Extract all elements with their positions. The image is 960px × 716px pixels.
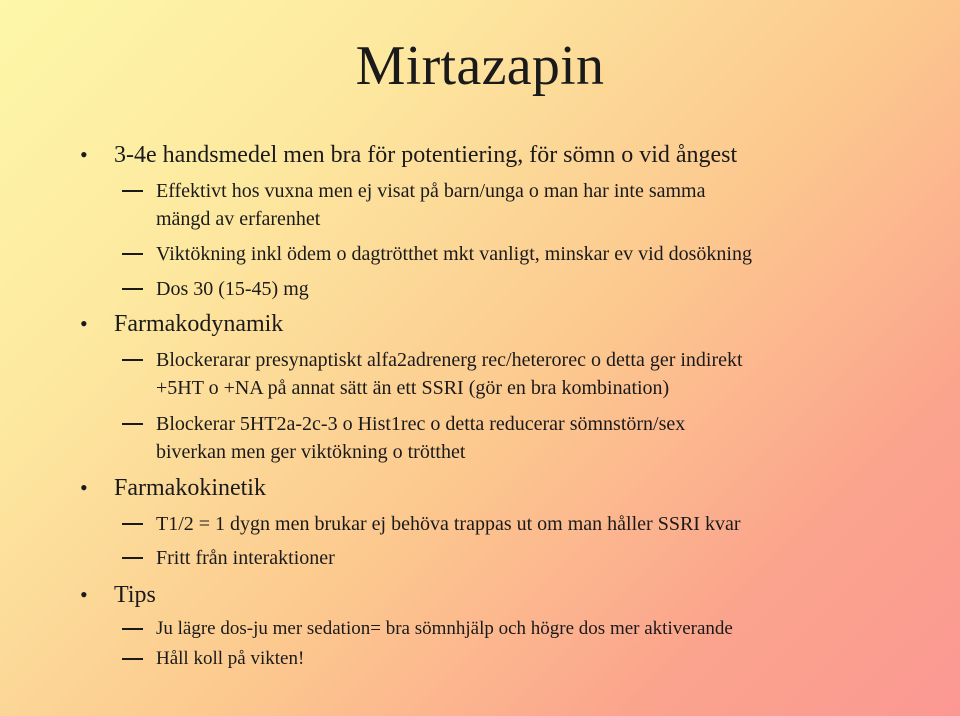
bullet-text: Tips bbox=[114, 582, 156, 608]
dash-icon bbox=[122, 253, 143, 255]
dash-icon bbox=[122, 523, 143, 525]
bullet-text: Farmakokinetik bbox=[114, 475, 266, 501]
sub-item-text: Blockerar 5HT2a-2c-3 o Hist1rec o detta reducerar sömnstörn/sex bbox=[156, 413, 686, 435]
sub-item-text: biverkan men ger viktökning o trötthet bbox=[156, 441, 466, 463]
dash-icon bbox=[122, 658, 143, 660]
dash-icon bbox=[122, 359, 143, 361]
sub-item-text: T1/2 = 1 dygn men brukar ej behöva trappas ut om man håller SSRI kvar bbox=[156, 513, 741, 535]
sub-item-text: Ju lägre dos-ju mer sedation= bra sömnhjälp och högre dos mer aktiverande bbox=[156, 618, 733, 639]
slide-title: Mirtazapin bbox=[355, 35, 605, 97]
sub-item-text: Viktökning inkl ödem o dagtrötthet mkt vanligt, minskar ev vid dosökning bbox=[156, 243, 752, 265]
sub-item-text: mängd av erfarenhet bbox=[156, 208, 321, 230]
sub-item-text: Blockerarar presynaptiskt alfa2adrenerg rec/heterorec o detta ger indirekt bbox=[156, 349, 743, 371]
bullet-icon: • bbox=[80, 142, 88, 167]
sub-item-text: +5HT o +NA på annat sätt än ett SSRI (gör en bra kombination) bbox=[156, 377, 670, 399]
sub-item-text: Fritt från interaktioner bbox=[156, 547, 335, 569]
bullet-icon: • bbox=[80, 311, 88, 336]
sub-item-text: Håll koll på vikten! bbox=[156, 648, 305, 669]
bullet-text: Farmakodynamik bbox=[114, 311, 284, 337]
sub-item-text: Effektivt hos vuxna men ej visat på barn/unga o man har inte samma bbox=[156, 180, 706, 202]
dash-icon bbox=[122, 288, 143, 290]
dash-icon bbox=[122, 190, 143, 192]
dash-icon bbox=[122, 423, 143, 425]
bullet-icon: • bbox=[80, 582, 88, 607]
bullet-icon: • bbox=[80, 475, 88, 500]
sub-item-text: Dos 30 (15-45) mg bbox=[156, 278, 309, 300]
dash-icon bbox=[122, 628, 143, 630]
dash-icon bbox=[122, 557, 143, 559]
bullet-text: 3-4e handsmedel men bra för potentiering, för sömn o vid ångest bbox=[114, 142, 738, 168]
